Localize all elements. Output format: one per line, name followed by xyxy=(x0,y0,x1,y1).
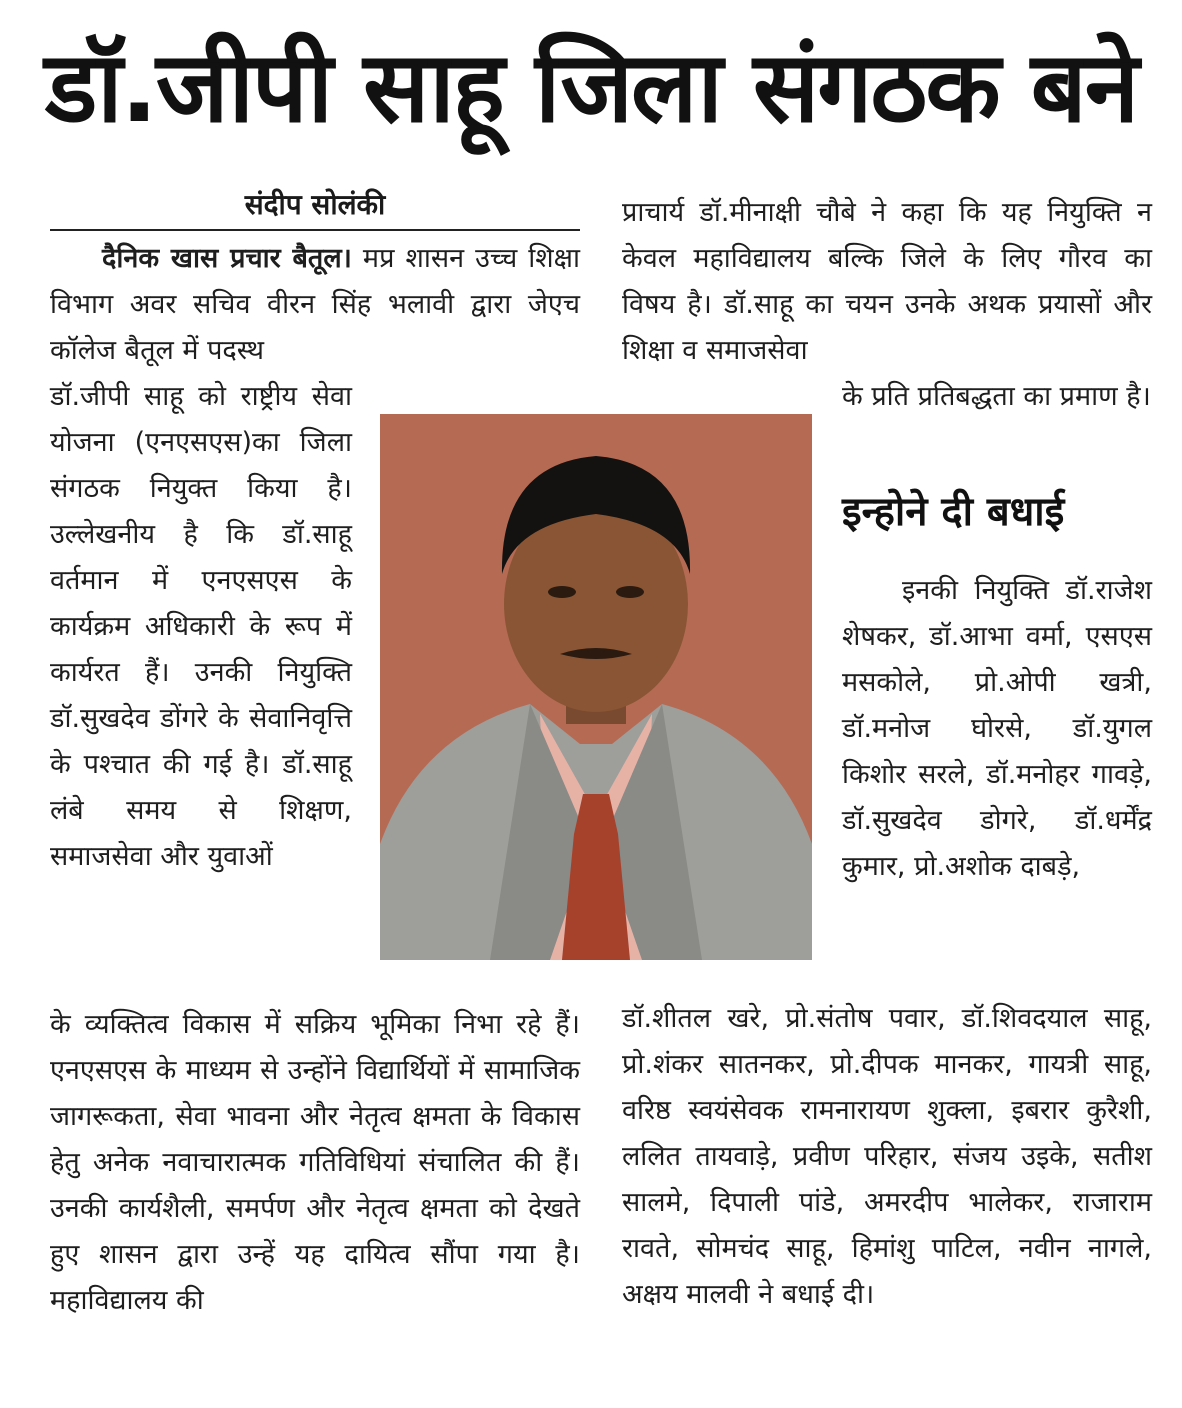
byline: संदीप सोलंकी xyxy=(244,188,386,221)
subheading: इन्होने दी बधाई xyxy=(842,489,1065,535)
article-left-top xyxy=(50,236,580,374)
article-left-bottom: के व्यक्तित्व विकास में सक्रिय भूमिका निभा रहे हैं। एनएसएस के माध्यम से उन्होंने विद्यार्थियों में सामाजिक जागरूकता, सेवा भावना और नेतृत्व क्षमता के विकास हेतु अनेक नवाचारात्मक गतिविधियां संचालित की हैं। उनकी कार्यशैली, समर्पण और नेतृत्व क्षमता को देखते हुए शासन द्वारा उन्हें यह दायित्व सौंपा गया है। महाविद्यालय की xyxy=(50,1009,580,1316)
article-right-mid: के प्रति प्रतिबद्धता का प्रमाण है। xyxy=(842,381,1151,412)
congratulations-names-continued: डॉ.शीतल खरे, प्रो.संतोष पवार, डॉ.शिवदयाल साहू, प्रो.शंकर सातनकर, प्रो.दीपक मानकर, गायत्री साहू, वरिष्ठ स्वयंसेवक रामनारायण शुक्ला, इबरार कुरैशी, ललित तायवाड़े, प्रवीण परिहार, संजय उइके, सतीश सालमे, दिपाली पांडे, अमरदीप भालेकर, राजाराम रावते, सोमचंद साहू, हिमांशु पाटिल, नवीन नागले, अक्षय मालवी ने बधाई दी। xyxy=(622,1003,1152,1310)
dateline: दैनिक खास प्रचार बैतूल। xyxy=(102,243,352,274)
left-top-text: मप्र शासन उच्च शिक्षा विभाग अवर सचिव वीरन सिंह भलावी द्वारा जेएच कॉलेज बैतूल में पदस्थ xyxy=(50,243,580,366)
congratulations-names: इनकी नियुक्ति डॉ.राजेश शेषकर, डॉ.आभा वर्मा, एसएस मसकोले, प्रो.ओपी खत्री, डॉ.मनोज घोरसे, डॉ.युगल किशोर सरले, डॉ.मनोहर गावड़े, डॉ.सुखदेव डोगरे, डॉ.धर्मेंद्र कुमार, प्रो.अशोक दाबड़े, xyxy=(842,575,1152,882)
portrait-illustration xyxy=(380,414,812,960)
portrait-photo xyxy=(380,414,812,960)
byline-rule xyxy=(50,229,580,231)
article-left-mid: डॉ.जीपी साहू को राष्ट्रीय सेवा योजना (एनएसएस)का जिला संगठक नियुक्त किया है। उल्लेखनीय है कि डॉ.साहू वर्तमान में एनएसएस के कार्यक्रम अधिकारी के रूप में कार्यरत हैं। उनकी नियुक्ति डॉ.सुखदेव डोंगरे के सेवानिवृत्ति के पश्चात की गई है। डॉ.साहू लंबे समय से शिक्षण, समाजसेवा और युवाओं xyxy=(50,381,352,872)
headline: डॉ.जीपी साहू जिला संगठक बने xyxy=(44,31,1138,145)
article-right-top: प्राचार्य डॉ.मीनाक्षी चौबे ने कहा कि यह नियुक्ति न केवल महाविद्यालय बल्कि जिले के लिए गौरव का विषय है। डॉ.साहू का चयन उनके अथक प्रयासों और शिक्षा व समाजसेवा xyxy=(622,197,1152,366)
